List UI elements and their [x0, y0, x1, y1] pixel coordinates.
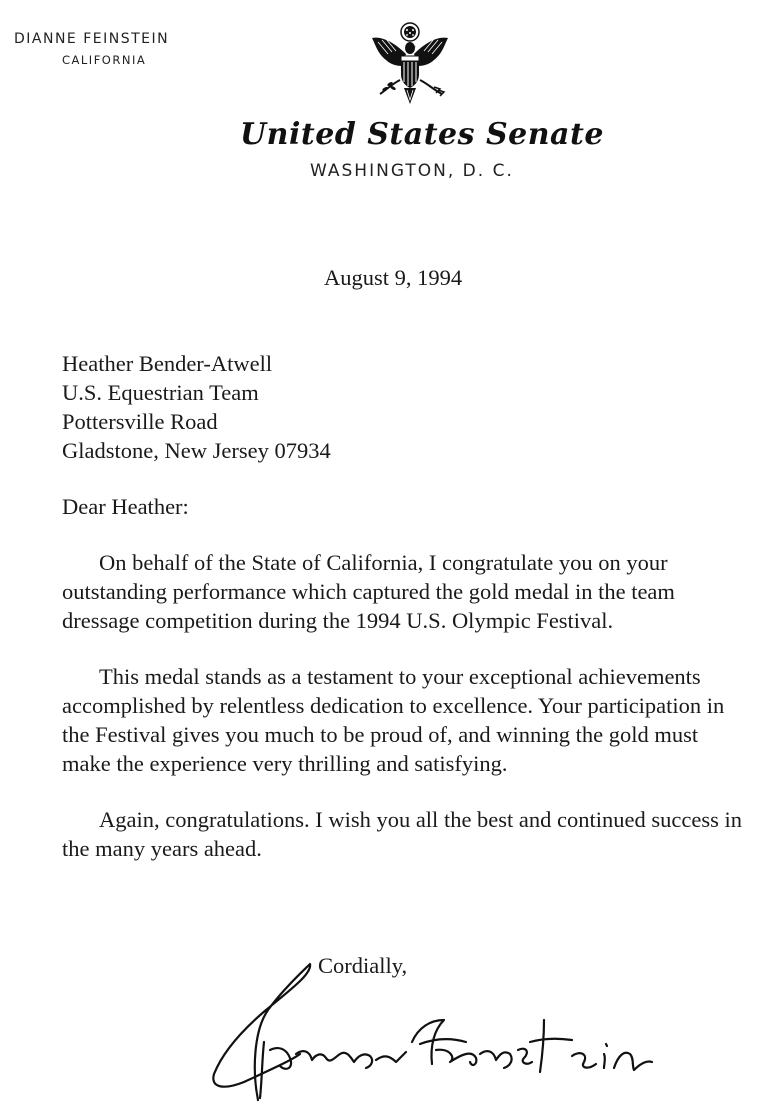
institution-title: United States Senate: [240, 117, 604, 152]
closing: Cordially,: [318, 953, 408, 978]
sender-state: CALIFORNIA: [62, 53, 147, 67]
sender-block: [14, 30, 169, 68]
handwritten-signature-icon: [200, 950, 670, 1110]
recipient-street: Pottersville Road: [62, 409, 218, 434]
great-seal-eagle-icon: [360, 20, 460, 112]
body-paragraph: On behalf of the State of California, I congratulate you on your outstanding performance which captured the gold medal in the team dressage competition during the 1994 U.S. Olympic Festival.: [62, 550, 675, 633]
recipient-address: [62, 349, 331, 465]
recipient-city: Gladstone, New Jersey 07934: [62, 438, 331, 463]
recipient-organization: U.S. Equestrian Team: [62, 380, 259, 405]
body-paragraph: This medal stands as a testament to your exceptional achievements accomplished by relentless dedication to excellence. Your participation in the Festival gives you much to be proud of, and winning the gold must make the experience very thrilling and satisfying.: [62, 664, 725, 776]
institution-location: WASHINGTON, D. C.: [310, 161, 514, 181]
sender-name: DIANNE FEINSTEIN: [14, 31, 170, 47]
letter-date: August 9, 1994: [324, 265, 463, 290]
recipient-name: Heather Bender-Atwell: [62, 351, 273, 376]
letter-body: [62, 548, 752, 890]
salutation: Dear Heather:: [62, 494, 189, 519]
body-paragraph: Again, congratulations. I wish you all the best and continued success in the many years ahead.: [62, 807, 742, 861]
